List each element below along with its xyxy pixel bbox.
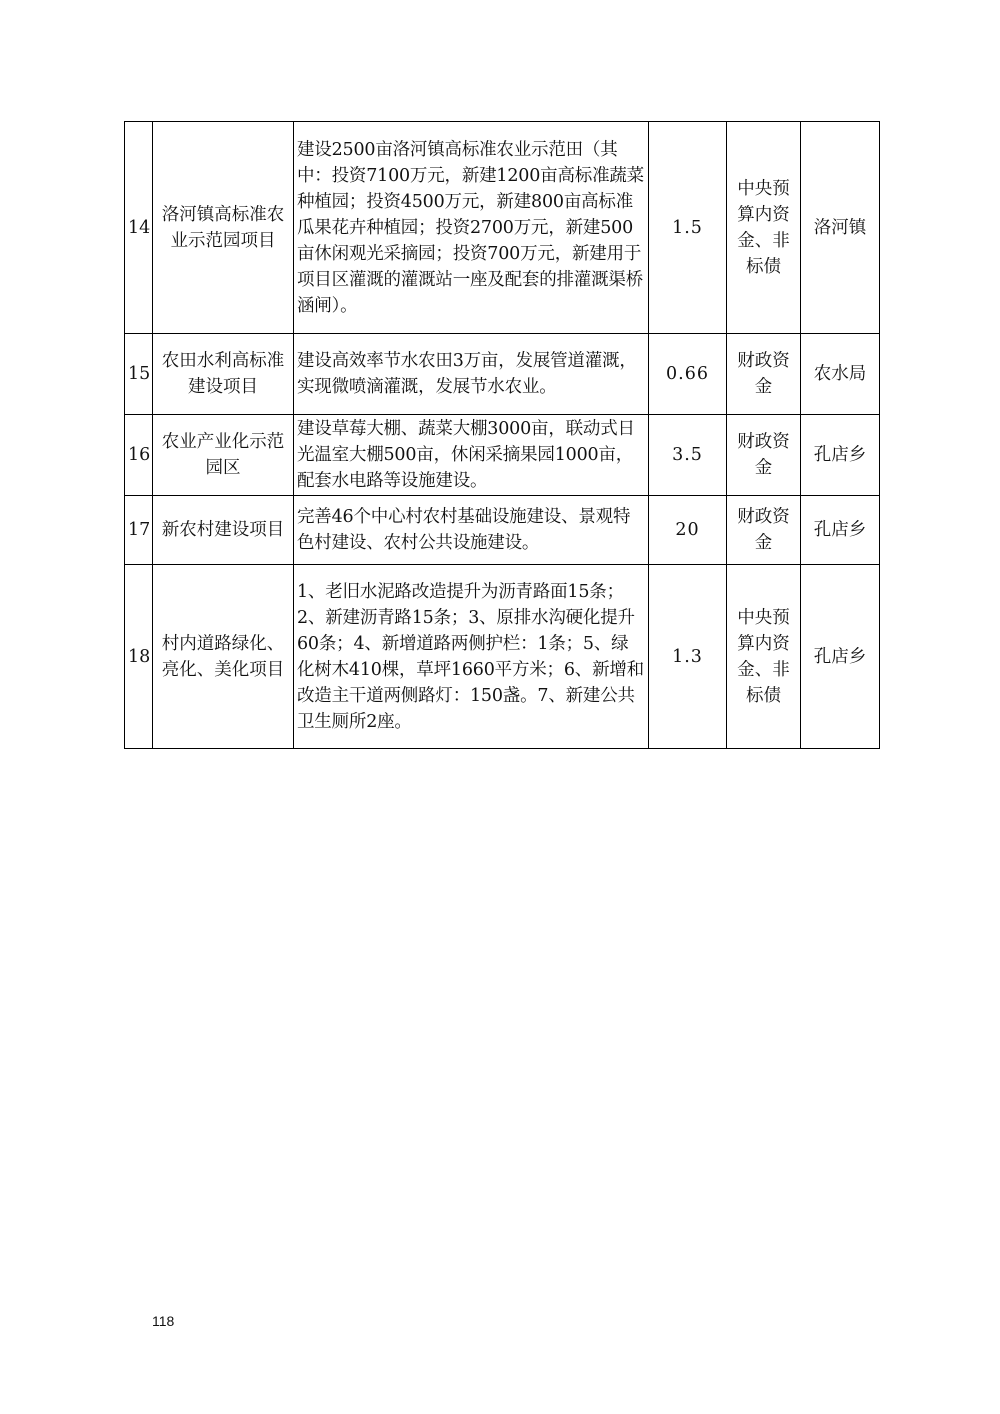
fund-source: 财政资金 <box>727 334 801 415</box>
responsible-unit: 孔店乡 <box>801 415 880 496</box>
project-content: 建设高效率节水农田3万亩，发展管道灌溉，实现微喷滴灌溉，发展节水农业。 <box>294 334 649 415</box>
project-name: 新农村建设项目 <box>153 496 294 565</box>
row-number: 16 <box>125 415 153 496</box>
table-row <box>125 415 880 496</box>
project-table <box>124 121 880 749</box>
investment-amount: 1.5 <box>649 122 727 334</box>
responsible-unit: 洛河镇 <box>801 122 880 334</box>
project-content: 建设2500亩洛河镇高标准农业示范田（其中：投资7100万元，新建1200亩高标准蔬菜种植园；投资4500万元，新建800亩高标准瓜果花卉种植园；投资2700万元，新建500亩休闲观光采摘园；投资700万元，新建用于项目区灌溉的灌溉站一座及配套的排灌溉渠桥涵闸）。 <box>294 122 649 334</box>
project-content: 完善46个中心村农村基础设施建设、景观特色村建设、农村公共设施建设。 <box>294 496 649 565</box>
project-name: 农业产业化示范园区 <box>153 415 294 496</box>
row-number: 15 <box>125 334 153 415</box>
table-row <box>125 334 880 415</box>
responsible-unit: 孔店乡 <box>801 565 880 749</box>
project-content: 建设草莓大棚、蔬菜大棚3000亩，联动式日光温室大棚500亩，休闲采摘果园1000亩，配套水电路等设施建设。 <box>294 415 649 496</box>
project-name: 洛河镇高标准农业示范园项目 <box>153 122 294 334</box>
investment-amount: 20 <box>649 496 727 565</box>
project-name: 村内道路绿化、亮化、美化项目 <box>153 565 294 749</box>
table-row <box>125 496 880 565</box>
page-number: 118 <box>152 1313 175 1329</box>
table-row <box>125 565 880 749</box>
project-name: 农田水利高标准建设项目 <box>153 334 294 415</box>
table-row <box>125 122 880 334</box>
investment-amount: 1.3 <box>649 565 727 749</box>
row-number: 17 <box>125 496 153 565</box>
row-number: 18 <box>125 565 153 749</box>
investment-amount: 3.5 <box>649 415 727 496</box>
row-number: 14 <box>125 122 153 334</box>
fund-source: 中央预算内资金、非标债 <box>727 122 801 334</box>
responsible-unit: 农水局 <box>801 334 880 415</box>
fund-source: 财政资金 <box>727 496 801 565</box>
responsible-unit: 孔店乡 <box>801 496 880 565</box>
project-content: 1、老旧水泥路改造提升为沥青路面15条；2、新建沥青路15条；3、原排水沟硬化提升60条；4、新增道路两侧护栏：1条；5、绿化树木410棵，草坪1660平方米；6、新增和改造主干道两侧路灯：150盏。7、新建公共卫生厕所2座。 <box>294 565 649 749</box>
fund-source: 财政资金 <box>727 415 801 496</box>
fund-source: 中央预算内资金、非标债 <box>727 565 801 749</box>
investment-amount: 0.66 <box>649 334 727 415</box>
